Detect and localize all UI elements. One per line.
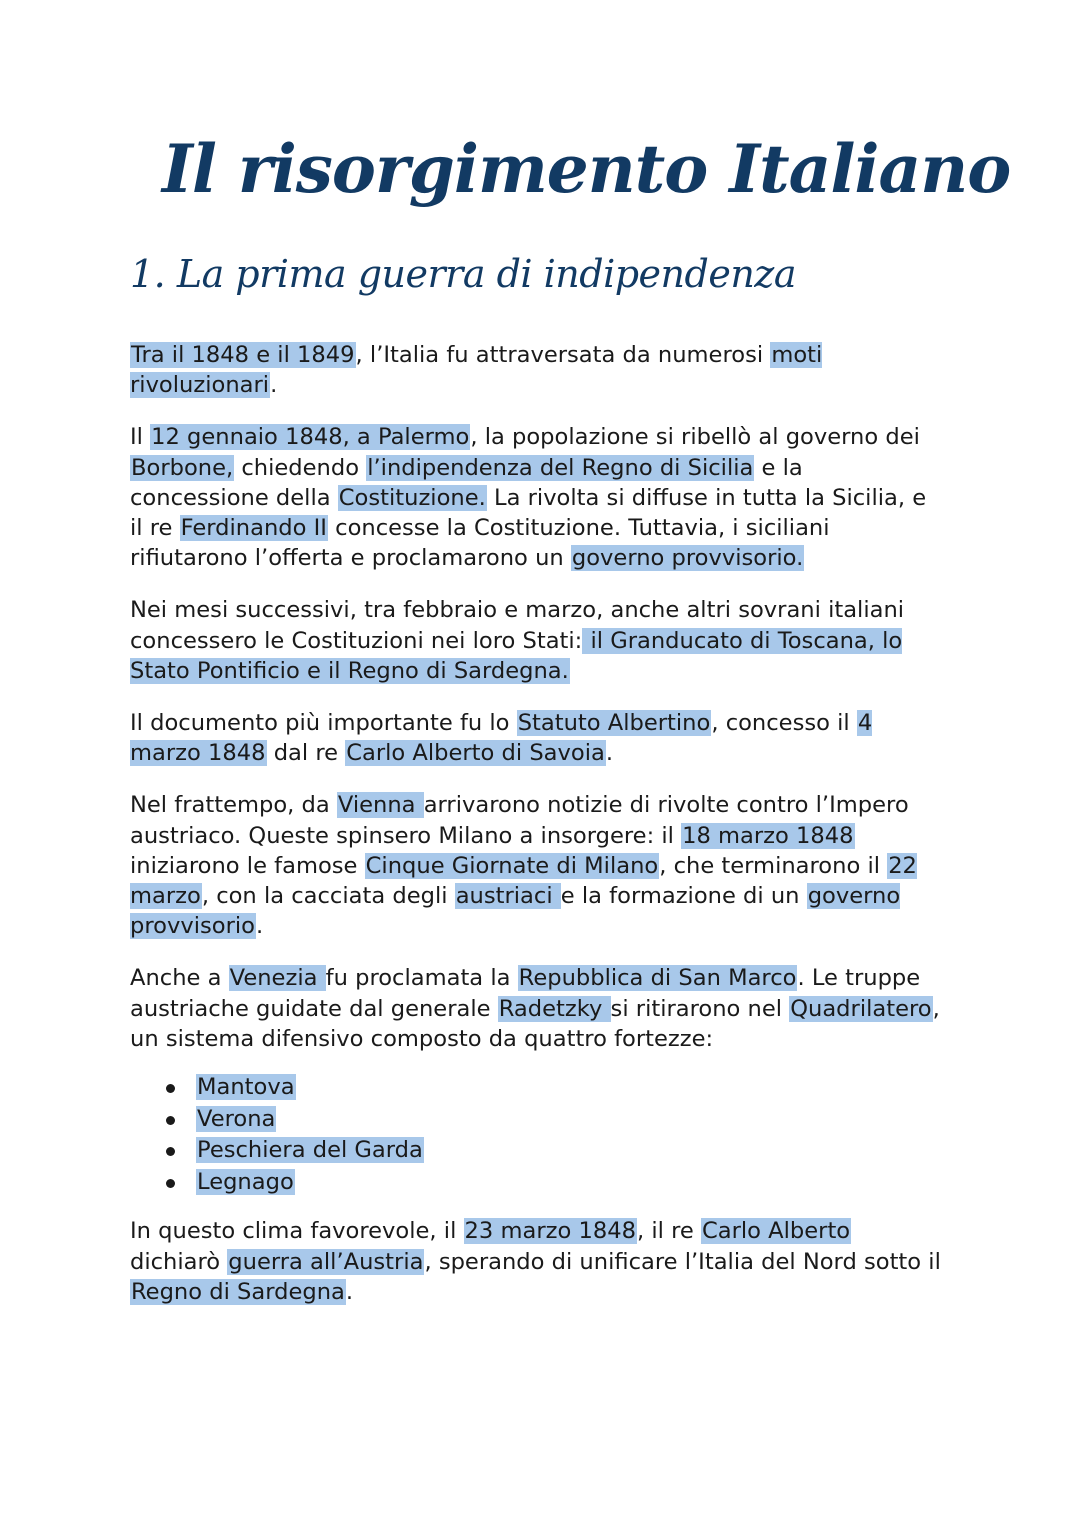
highlight: l’indipendenza del Regno di Sicilia [367,454,754,481]
highlight: Repubblica di San Marco [518,965,797,992]
highlight: moti rivoluzionari [130,342,823,399]
paragraph: Anche a Venezia fu proclamata la Repubblica di San Marco. Le truppe austriache guidate dal generale Radetzky si ritirarono nel Quadrilatero, un sistema difensivo composto da quattro fortezze: [130,965,940,1052]
highlight: 4 marzo 1848 [130,710,873,767]
highlight: Borbone, [131,454,234,481]
paragraph: Tra il 1848 e il 1849, l’Italia fu attraversata da numerosi moti rivoluzionari. [130,342,823,399]
highlight: Regno di Sardegna [131,1278,345,1305]
paragraph: Il 12 gennaio 1848, a Palermo, la popolazione si ribellò al governo dei Borbone, chiedendo l’indipendenza del Regno di Sicilia e la concessione della Costituzione. La rivolta si diffuse in tutta la Sicilia, e il re Ferdinando II concesse la Costituzione. Tuttavia, i siciliani rifiutarono l’offerta e proclamarono un governo provvisorio. [130,424,927,572]
paragraph: Nel frattempo, da Vienna arrivarono notizie di rivolte contro l’Impero austriaco. Queste spinsero Milano a insorgere: il 18 marzo 1848 iniziarono le famose Cinque Giornate di Milano, che terminarono il 22 marzo, con la cacciata degli austriaci e la formazione di un governo provvisorio. [130,792,917,940]
highlight: 18 marzo 1848 [682,822,854,849]
highlight: Peschiera del Garda [197,1137,423,1164]
paragraph: Nei mesi successivi, tra febbraio e marzo, anche altri sovrani italiani concessero le Costituzioni nei loro Stati: il Granducato di Toscana, lo Stato Pontificio e il Regno di Sardegna. [130,597,905,684]
highlight: Carlo Alberto di Savoia [346,740,605,767]
highlight: il Granducato di Toscana, lo Stato Pontificio e il Regno di Sardegna. [130,627,903,684]
highlight: 23 marzo 1848 [464,1218,636,1245]
page-title: Il risorgimento Italiano [162,130,1011,208]
highlight: Statuto Albertino [517,710,711,737]
highlight: Vienna [337,792,423,819]
highlight: Verona [197,1105,276,1132]
highlight: Costituzione. [338,484,486,511]
fortress-list [130,1072,945,1198]
highlight: Radetzky [498,995,610,1022]
list-item [196,1072,945,1104]
section-heading: 1. La prima guerra di indipendenza [130,252,796,296]
highlight: austriaci [455,883,560,910]
highlight: governo provvisorio [130,883,901,940]
list-item [196,1135,945,1167]
body-text [130,340,945,1329]
paragraph: In questo clima favorevole, il 23 marzo 1848, il re Carlo Alberto dichiarò guerra all’Austria, sperando di unificare l’Italia del Nord sotto il Regno di Sardegna. [130,1218,941,1305]
highlight: Cinque Giornate di Milano [365,852,659,879]
highlight: Legnago [197,1168,294,1195]
highlight: 22 marzo [130,852,917,910]
highlight: governo provvisorio. [571,545,804,572]
highlight: Mantova [197,1074,295,1101]
list-item [196,1167,945,1199]
highlight: Carlo Alberto [701,1218,851,1245]
highlight: Venezia [229,965,325,992]
highlight: 12 gennaio 1848, a Palermo [151,424,470,451]
highlight: Tra il 1848 e il 1849 [131,342,355,368]
highlight: Ferdinando II [180,515,327,542]
highlight: Quadrilatero [790,995,932,1022]
list-item [196,1104,945,1136]
highlight: guerra all’Austria [228,1248,424,1275]
paragraph: Il documento più importante fu lo Statuto Albertino, concesso il 4 marzo 1848 dal re Carlo Alberto di Savoia. [130,710,873,767]
